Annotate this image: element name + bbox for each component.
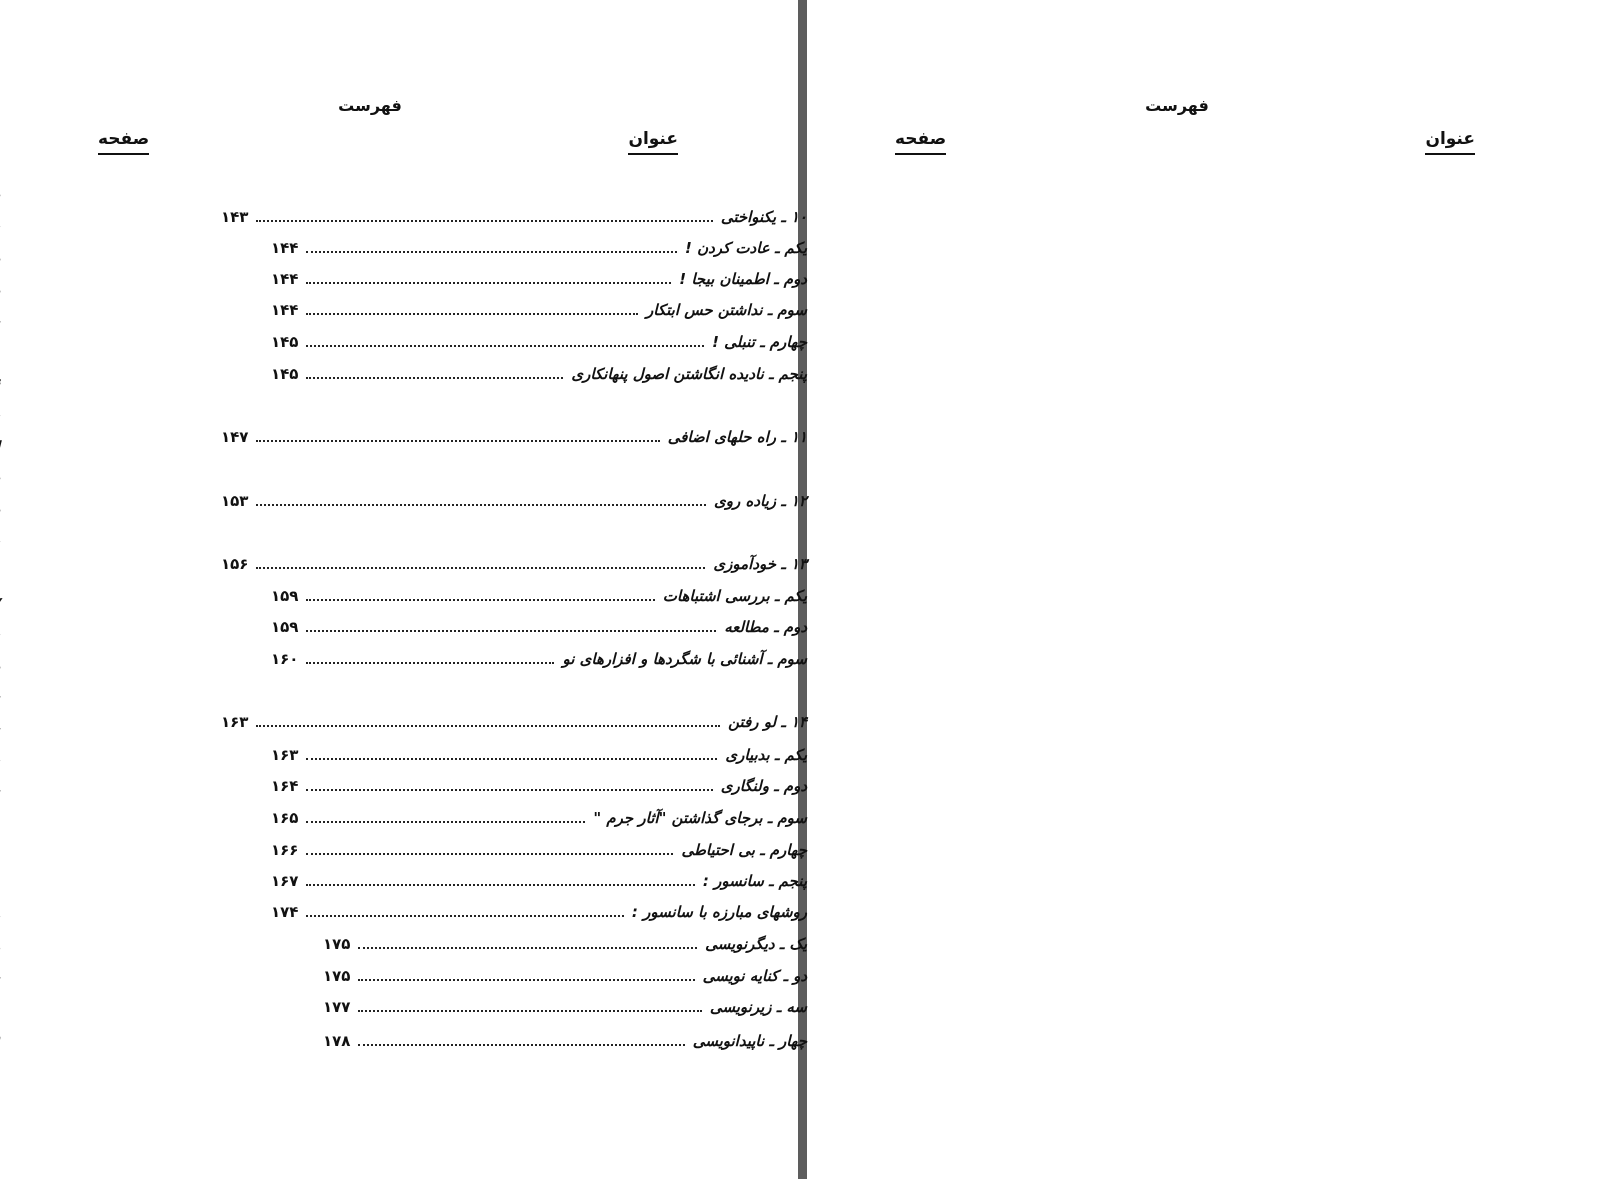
- dot-leader: [306, 662, 554, 664]
- toc-entry-title: سوم ـ آشنائی با شگردها و افزارهای نو: [562, 650, 807, 668]
- toc-entry-title: دوم ـ ولنگاری: [720, 777, 807, 795]
- toc-entry-page-number: ۱۷۵: [323, 967, 351, 985]
- toc-entry-page-number: ۱۴۵: [271, 365, 299, 383]
- toc-entry-page-number: ۱۶۳: [271, 746, 299, 764]
- toc-entry: [221, 552, 807, 576]
- toc-entry-title: سوم ـ نداشتن حس ابتکار: [646, 301, 807, 319]
- toc-entry-title: ۱۰ ـ یکنواختی: [720, 208, 807, 226]
- toc-entry-title: یکم ـ بدبیاری: [725, 746, 807, 764]
- dot-leader: [306, 758, 717, 760]
- toc-entry-page-number: ۱۵۶: [221, 555, 249, 573]
- toc-entry: [271, 330, 807, 354]
- page-title: فهرست: [338, 96, 402, 115]
- toc-entry: [271, 806, 807, 830]
- toc-entry-page-number: ۱۷۴: [271, 903, 299, 921]
- toc-entry-title: دوم ـ اطمینان بیجا !: [679, 270, 807, 288]
- toc-entry-title: سه ـ زیرنویسی: [709, 998, 807, 1016]
- toc-entry-page-number: ۱۴۴: [271, 239, 299, 257]
- toc-entry-title: چهارم ـ تنبلی !: [712, 333, 807, 351]
- toc-entry: [271, 236, 807, 260]
- toc-entry: [271, 584, 807, 608]
- dot-leader: [256, 567, 705, 569]
- toc-entry-title: یکم ـ بررسی اشتباهات: [662, 587, 807, 605]
- toc-entry: [271, 774, 807, 798]
- toc-entry-page-number: ۱۶۷: [271, 872, 299, 890]
- dot-leader: [256, 220, 712, 222]
- toc-entry: [271, 743, 807, 767]
- dot-leader: [306, 884, 694, 886]
- dot-leader: [306, 915, 623, 917]
- toc-entry-page-number: ۱۷۷: [323, 998, 351, 1016]
- toc-entry: [271, 869, 807, 893]
- toc-entry-page-number: ۱۴۷: [221, 428, 249, 446]
- toc-entry-page-number: ۱۷۸: [323, 1032, 351, 1050]
- dot-leader: [306, 282, 671, 284]
- toc-entry-page-number: ۱۴۴: [271, 301, 299, 319]
- dot-leader: [306, 345, 704, 347]
- dot-leader: [358, 1044, 684, 1046]
- toc-entry-page-number: ۱۴۳: [221, 208, 249, 226]
- toc-entry: [271, 267, 807, 291]
- toc-entry: [323, 1029, 807, 1053]
- dot-leader: [256, 725, 720, 727]
- toc-entry-page-number: ۱۴۵: [271, 333, 299, 351]
- toc-entry: [271, 615, 807, 639]
- toc-entry: [221, 425, 807, 449]
- toc-entry-title: ۱۴ ـ لو رفتن: [728, 713, 807, 731]
- toc-entry: [221, 710, 807, 734]
- dot-leader: [256, 504, 706, 506]
- toc-entry-title: ۱۳ ـ خودآموزی: [713, 555, 807, 573]
- toc-entry: [271, 900, 807, 924]
- toc-entry: [271, 838, 807, 862]
- toc-entry-title: پنجم ـ سانسور :: [702, 872, 807, 890]
- dot-leader: [358, 979, 694, 981]
- toc-entry-title: دو ـ کنایه نویسی: [702, 967, 807, 985]
- dot-leader: [306, 853, 673, 855]
- dot-leader: [306, 377, 563, 379]
- dot-leader: [256, 440, 659, 442]
- toc-entry: [271, 298, 807, 322]
- column-header-page: صفحه: [895, 128, 946, 155]
- toc-entry-page-number: ۱۶۵: [271, 809, 299, 827]
- toc-entry-page-number: ۱۶۴: [271, 777, 299, 795]
- dot-leader: [358, 947, 697, 949]
- toc-entry-page-number: ۱۶۳: [221, 713, 249, 731]
- dot-leader: [306, 251, 677, 253]
- column-header-page: صفحه: [98, 128, 149, 155]
- dot-leader: [306, 630, 716, 632]
- toc-entry-title: ۱۱ ـ راه حلهای اضافی: [667, 428, 807, 446]
- toc-entry-title: یکم ـ عادت کردن !: [685, 239, 807, 257]
- toc-entry-title: چهارم ـ بی احتیاطی: [681, 841, 807, 859]
- toc-entry-page-number: ۱۵۹: [271, 587, 299, 605]
- toc-entry-title: روشهای مبارزه با سانسور :: [631, 903, 807, 921]
- toc-entry-title: یک ـ دیگرنویسی: [705, 935, 807, 953]
- toc-entry-page-number: ۱۵۹: [271, 618, 299, 636]
- toc-entry-page-number: ۱۷۵: [323, 935, 351, 953]
- toc-entry-page-number: ۱۴۴: [271, 270, 299, 288]
- column-header-title: عنوان: [1425, 128, 1475, 155]
- dot-leader: [306, 313, 638, 315]
- page-title: فهرست: [1145, 96, 1209, 115]
- toc-entry-title: پنجم ـ نادیده انگاشتن اصول پنهانکاری: [571, 365, 807, 383]
- dot-leader: [306, 821, 585, 823]
- toc-entry: [323, 964, 807, 988]
- column-header-title: عنوان: [628, 128, 678, 155]
- toc-entry-title: ۱۲ ـ زیاده روی: [714, 492, 807, 510]
- toc-entry-title: سوم ـ برجای گذاشتن "آثار جرم ": [593, 809, 807, 827]
- toc-entry-page-number: ۱۶۰: [271, 650, 299, 668]
- toc-entry-title: چهار ـ ناپیدانویسی: [692, 1032, 807, 1050]
- toc-entry: [271, 647, 807, 671]
- toc-entry-page-number: ۱۶۶: [271, 841, 299, 859]
- right-page: [221, 0, 1603, 1179]
- dot-leader: [306, 789, 712, 791]
- toc-entry: [323, 995, 807, 1019]
- toc-entry: [271, 362, 807, 386]
- dot-leader: [306, 599, 654, 601]
- toc-entry: [221, 489, 807, 513]
- toc-entry-page-number: ۱۵۳: [221, 492, 249, 510]
- toc-entry: [221, 205, 807, 229]
- toc-entry-title: دوم ـ مطالعه: [724, 618, 807, 636]
- dot-leader: [358, 1010, 701, 1012]
- toc-entry: [323, 932, 807, 956]
